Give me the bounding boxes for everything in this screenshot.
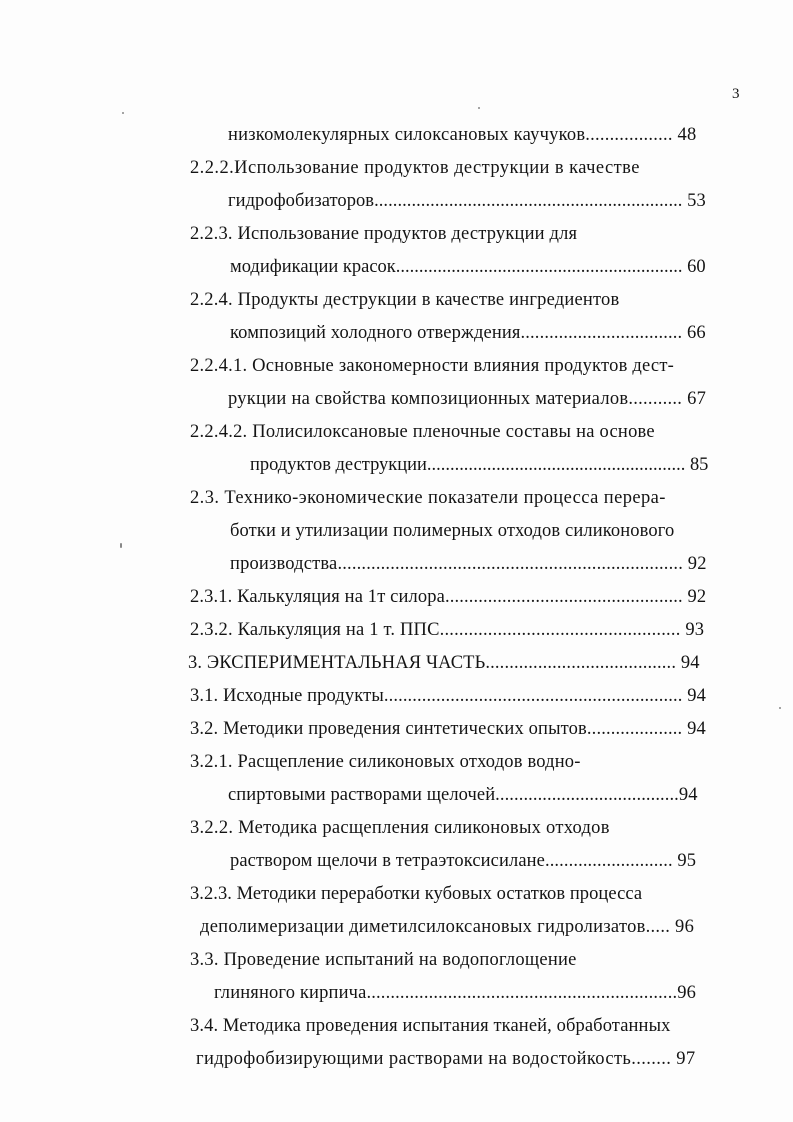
toc-line: 2.3.2. Калькуляция на 1 т. ППС.................................................. 93 <box>190 620 705 640</box>
toc-line: раствором щелочи в тетраэтоксисилане........................... 95 <box>230 851 697 871</box>
scan-speck <box>779 707 781 709</box>
scan-speck <box>120 543 122 548</box>
toc-line: 2.3.1. Калькуляция на 1т силора.................................................. 92 <box>190 587 707 607</box>
toc-line: деполимеризации диметилсилоксановых гидролизатов..... 96 <box>200 917 695 937</box>
toc-line: 3.2. Методики проведения синтетических опытов.................... 94 <box>190 719 706 739</box>
toc-line: 2.2.4. Продукты деструкции в качестве ингредиентов <box>190 290 620 310</box>
toc-line: глиняного кирпича.................................................................96 <box>214 983 697 1003</box>
toc-line: 3.2.2. Методика расщепления силиконовых отходов <box>190 818 610 838</box>
toc-line: 3. ЭКСПЕРИМЕНТАЛЬНАЯ ЧАСТЬ........................................ 94 <box>188 653 700 673</box>
toc-line: рукции на свойства композиционных материалов........... 67 <box>228 389 707 409</box>
toc-line: 3.2.1. Расщепление силиконовых отходов водно- <box>190 752 581 772</box>
toc-line: спиртовыми растворами щелочей.......................................94 <box>228 785 698 805</box>
toc-line: 2.2.4.1. Основные закономерности влияния продуктов дест- <box>190 356 675 376</box>
scan-speck <box>122 112 124 114</box>
toc-line: продуктов деструкции........................................................ 85 <box>250 455 709 475</box>
toc-line: 2.2.3. Использование продуктов деструкции для <box>190 224 578 244</box>
toc-line: 2.2.2.Использование продуктов деструкции в качестве <box>190 158 640 178</box>
toc-line: модификации красок.............................................................. 60 <box>230 257 706 277</box>
toc-line: композиций холодного отверждения.................................. 66 <box>230 323 706 343</box>
toc-line: производства........................................................................ 92 <box>230 554 707 574</box>
toc-line: 3.1. Исходные продукты............................................................... 94 <box>190 686 706 706</box>
toc-line: 3.4. Методика проведения испытания тканей, обработанных <box>190 1016 671 1036</box>
scan-speck <box>478 107 480 109</box>
toc-line: гидрофобизаторов.................................................................. 53 <box>228 191 706 211</box>
toc-line: 3.3. Проведение испытаний на водопоглощение <box>190 950 577 970</box>
toc-line: 2.3. Технико-экономические показатели процесса перера- <box>190 488 666 508</box>
toc-line: гидрофобизирующими растворами на водостойкость........ 97 <box>196 1049 696 1069</box>
page-number: 3 <box>732 86 740 102</box>
toc-line: 3.2.3. Методики переработки кубовых остатков процесса <box>190 884 643 904</box>
toc-line: 2.2.4.2. Полисилоксановые пленочные составы на основе <box>190 422 655 442</box>
toc-line: ботки и утилизации полимерных отходов силиконового <box>230 521 675 541</box>
toc-line: низкомолекулярных силоксановых каучуков.................. 48 <box>228 125 697 145</box>
